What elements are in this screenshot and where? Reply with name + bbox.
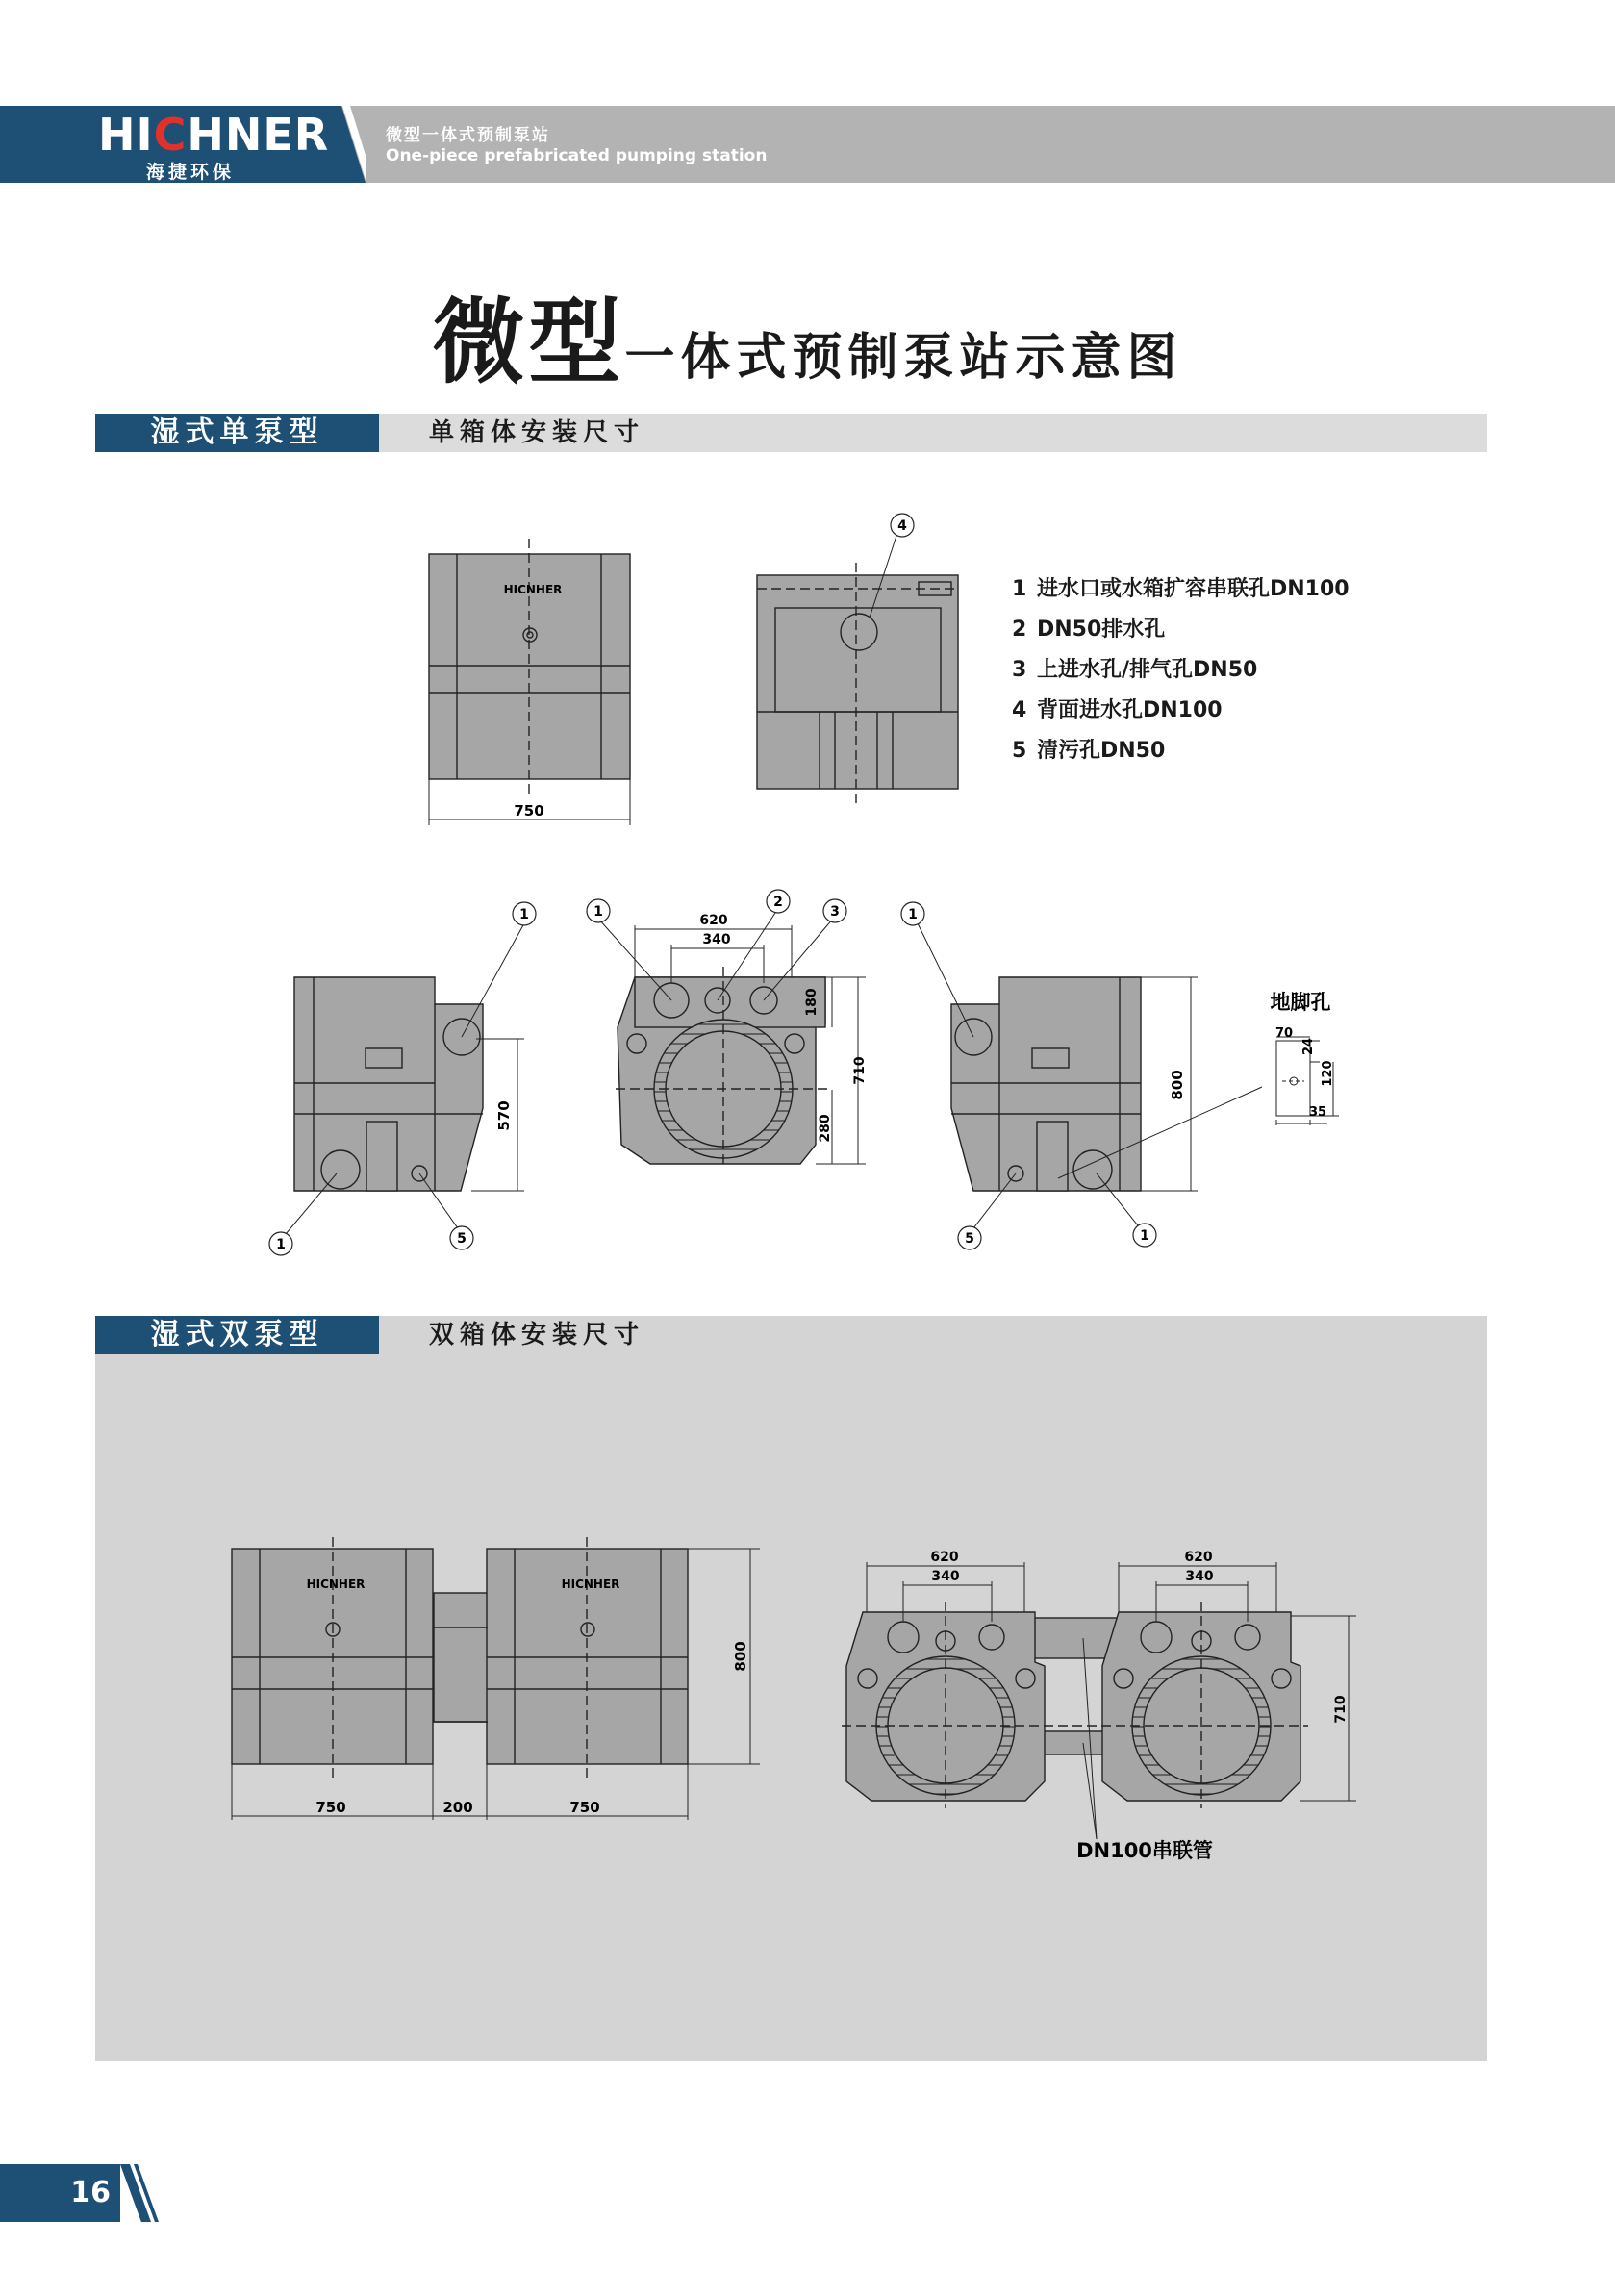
svg-text:3: 3 (830, 904, 840, 920)
legend-item: 1 进水口或水箱扩容串联孔DN100 (1012, 577, 1350, 601)
tank-b-brand: HICNHER (561, 1577, 620, 1591)
dim-800-double: 800 (732, 1641, 749, 1672)
legend-item: 3 上进水孔/排气孔DN50 (1012, 658, 1258, 682)
section1-subtitle: 单箱体安装尺寸 (429, 418, 645, 447)
brand-logo: HICHNER (98, 109, 330, 161)
hole-legend (1012, 569, 1350, 771)
dim-200: 200 (442, 1799, 473, 1816)
dim-340-single: 340 (702, 932, 731, 947)
dim-340-a: 340 (931, 1569, 960, 1584)
svg-text:1: 1 (1140, 1228, 1149, 1244)
section2-tab: 湿式双泵型 (95, 1316, 379, 1354)
section2-subtitle: 双箱体安装尺寸 (429, 1321, 645, 1350)
single-tank-drawing (0, 452, 1615, 1270)
svg-text:1: 1 (593, 904, 603, 920)
dim-620-a: 620 (930, 1550, 959, 1565)
page-title (0, 269, 1615, 401)
dim-750-b: 750 (569, 1799, 600, 1816)
dim-620-single: 620 (699, 913, 728, 928)
section1-tab: 湿式单泵型 (95, 414, 379, 452)
dim-710-double: 710 (1333, 1695, 1349, 1724)
anchor-dim-24: 24 (1301, 1037, 1316, 1056)
connector-gap (434, 1593, 488, 1722)
dim-280: 280 (818, 1114, 833, 1143)
svg-text:5: 5 (965, 1231, 974, 1247)
header-product-en: One-piece prefabricated pumping station (386, 146, 768, 165)
anchor-dim-120: 120 (1321, 1060, 1335, 1087)
front-view-brand: HICNHER (503, 583, 563, 596)
header-product-cn: 微型一体式预制泵站 (386, 126, 550, 145)
svg-text:1: 1 (276, 1237, 286, 1252)
page-title-rest: 一体式预制泵站示意图 (624, 329, 1183, 387)
legend-item: 2 DN50排水孔 (1012, 618, 1166, 642)
brand-name-cn: 海捷环保 (146, 162, 236, 183)
dn100-pipe-label: DN100串联管 (1076, 1839, 1213, 1862)
page-number: 16 (0, 2164, 120, 2222)
dim-800-single: 800 (1169, 1070, 1186, 1100)
svg-text:4: 4 (897, 518, 907, 534)
legend-item: 4 背面进水孔DN100 (1012, 698, 1223, 722)
dim-570: 570 (495, 1100, 513, 1131)
anchor-dim-35: 35 (1308, 1105, 1327, 1120)
svg-text:2: 2 (773, 895, 783, 910)
dim-180: 180 (804, 988, 820, 1017)
anchor-hole-label: 地脚孔 (1270, 991, 1331, 1014)
double-tank-drawing (0, 1520, 1615, 1866)
anchor-dim-70: 70 (1274, 1026, 1294, 1041)
page-title-emphasis: 微型 (432, 289, 625, 396)
dim-710-single: 710 (852, 1056, 868, 1085)
dim-340-b: 340 (1185, 1569, 1214, 1584)
page-number-slash (120, 2164, 159, 2222)
dim-620-b: 620 (1184, 1550, 1213, 1565)
svg-text:5: 5 (457, 1231, 467, 1247)
tank-a-brand: HICNHER (306, 1577, 366, 1591)
dim-750-single: 750 (514, 802, 544, 820)
svg-text:1: 1 (519, 907, 529, 922)
svg-text:1: 1 (908, 907, 918, 922)
legend-item: 5 清污孔DN50 (1012, 739, 1166, 763)
dim-750-a: 750 (315, 1799, 346, 1816)
